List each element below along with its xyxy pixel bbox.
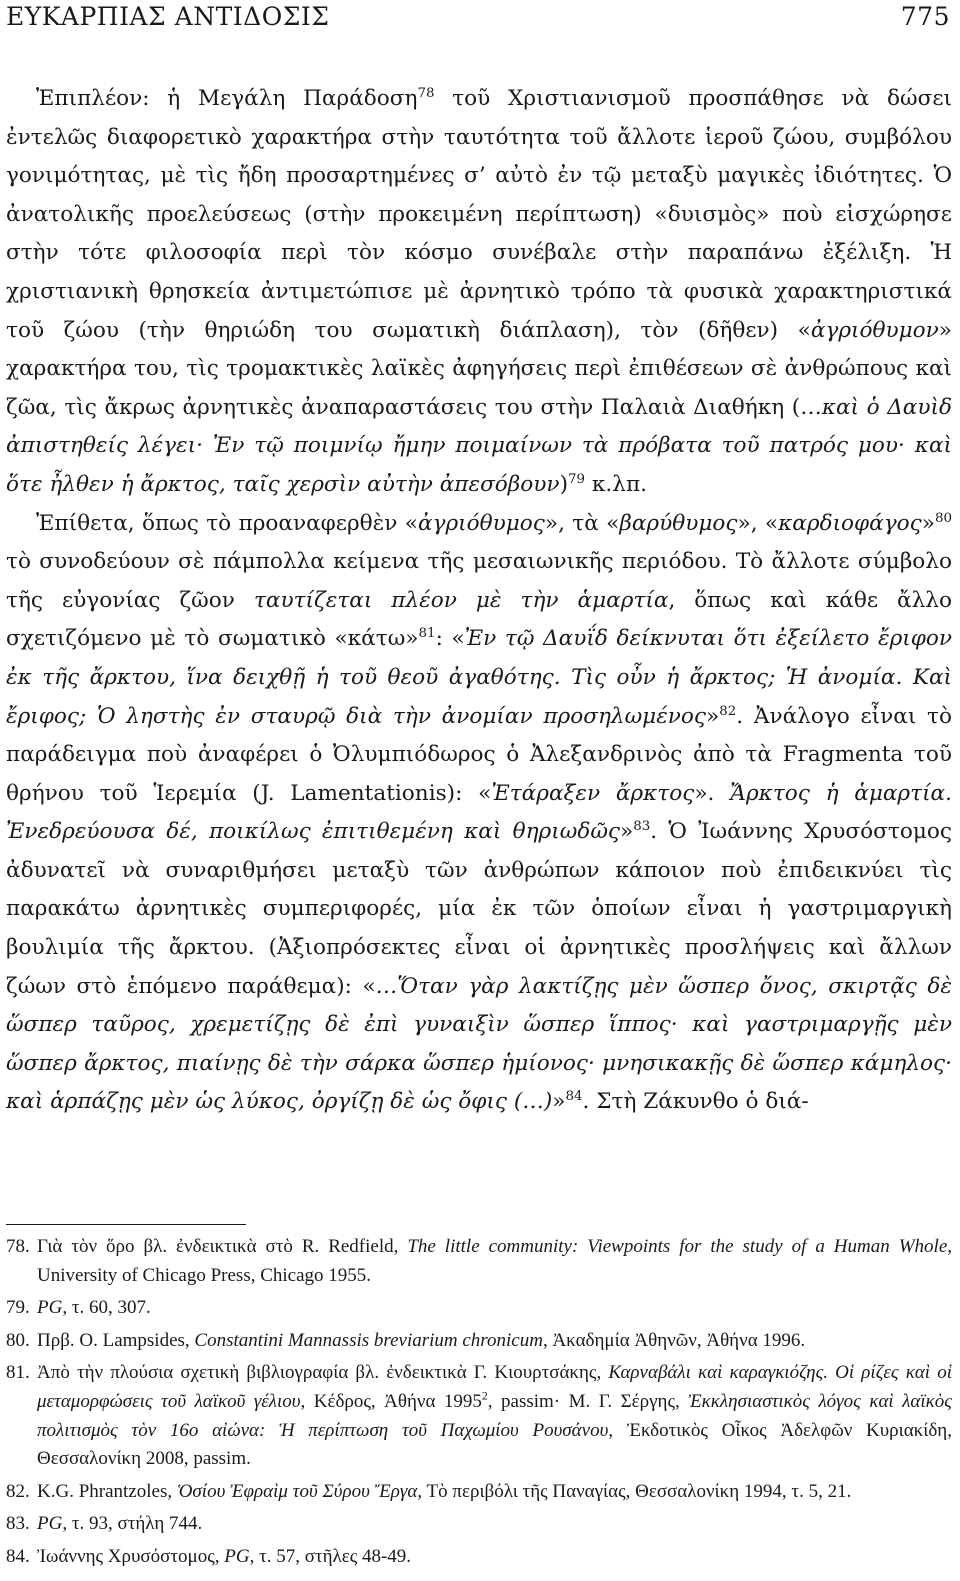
footnote-text xyxy=(37,1510,952,1539)
footnote-text xyxy=(37,1543,952,1572)
text-run: Ἀπὸ τὴν πλούσια σχετικὴ βιβλιογραφία βλ. ἐνδεικτικὰ Γ. Κιουρτσάκης, xyxy=(37,1362,609,1384)
footnote-number: 81. xyxy=(6,1362,30,1384)
footnote-ref: 80 xyxy=(934,510,952,526)
footnote-text xyxy=(37,1327,952,1356)
text-run: K.G. Phrantzoles, xyxy=(37,1480,177,1502)
footnote-number: 83. xyxy=(6,1513,30,1535)
italic-text: PG xyxy=(224,1545,250,1567)
italic-text: …καὶ ὁ Δαυὶδ ἀπιστηθείς λέγει· Ἐν τῷ ποιμνίῳ ἤμην ποιμαίνων τὰ πρόβατα τοῦ πατρός μου· καὶ ὅτε ἦλθεν ἡ ἄρκτος, ταῖς χερσὶν αὐτὴν ἀπεσόβουν xyxy=(6,394,952,497)
italic-text: ἀγριόθυμον xyxy=(810,317,939,343)
text-run: » xyxy=(552,1089,566,1115)
text-run: κ.λπ. xyxy=(585,471,647,497)
footnote xyxy=(6,1359,952,1473)
text-run: , Ἀκαδημία Ἀθηνῶν, Ἀθήνα 1996. xyxy=(542,1329,806,1351)
text-run: ) xyxy=(559,471,568,497)
text-run: . Ὁ Ἰωάννης Χρυσόστομος ἀδυνατεῖ νὰ συναριθμήσει μεταξὺ τῶν ἀνθρώπων κάποιον ποὺ ἐπιδεικνύει τὶς παρακάτω ἀρνητικὲς συμπεριφορές, μία ἐκ τῶν ὁποίων εἶναι ἡ γαστριμαργικὴ βουλιμία τῆς ἄρκτου. (Ἀξιοπρόσεκτες εἶναι οἱ ἀρνητικὲς προσλήψεις καὶ ἄλλων ζώων στὸ ἑπόμενο παράθεμα): « xyxy=(6,819,952,999)
footnote-number: 80. xyxy=(6,1329,30,1351)
text-run: , Τὸ περιβόλι τῆς Παναγίας, Θεσσαλονίκη 1994, τ. 5, 21. xyxy=(417,1480,852,1502)
text-run: », « xyxy=(737,510,779,536)
italic-text: καρδιοφάγος xyxy=(778,510,922,536)
footnote-ref: 81 xyxy=(418,626,436,642)
text-run: , University of Chicago Press, Chicago 1955. xyxy=(37,1236,952,1286)
italic-text: Ἄρκτος ἡ ἁμαρτία. Ἐνεδρεύουσα δέ, ποικίλως ἐπιτιθεμένη καὶ θηριωδῶς xyxy=(6,780,952,845)
footnote-ref: 79 xyxy=(568,471,586,487)
footnote-separator xyxy=(6,1224,246,1225)
footnote-text xyxy=(37,1359,952,1473)
text-run: , Κέδρος, Ἀθήνα 1995 xyxy=(300,1390,482,1412)
footnote-ref: 78 xyxy=(417,85,435,101)
text-run: τὸ συνοδεύουν σὲ πάμπολλα κείμενα τῆς μεσαιωνικῆς περιόδου. Τὸ ἄλλοτε σύμβολο τῆς εὐγονίας ζῶον xyxy=(6,549,952,613)
italic-text: Ἐν τῷ Δαυΐδ δείκνυται ὅτι ἐξείλετο ἔριφον ἐκ τῆς ἄρκτου, ἵνα δειχθῇ ἡ τοῦ θεοῦ ἀγαθότης. Τὶς οὖν ἡ ἄρκτος; Ἡ ἀνομία. Καὶ ἔριφος; Ὁ ληστὴς ἐν σταυρῷ διὰ τὴν ἀνομίαν προσηλωμένος xyxy=(6,626,953,729)
footnote-number: 84. xyxy=(6,1545,30,1567)
italic-text: The little community: Viewpoints for the study of a Human Whole xyxy=(407,1236,948,1257)
text-run: » χαρακτήρα του, τὶς τρομακτικὲς λαϊκὲς ἀφηγήσεις περὶ ἐπιθέσεων σὲ ἀνθρώπους καὶ ζῶα, τὶς ἄκρως ἀρνητικὲς ἀναπαραστάσεις του στὴν Παλαιὰ Διαθήκη ( xyxy=(6,317,952,420)
paragraph xyxy=(6,80,952,505)
running-head xyxy=(6,2,950,31)
text-run: » xyxy=(921,510,935,536)
footnote xyxy=(6,1543,952,1572)
main-text xyxy=(6,80,952,1122)
footnote-text xyxy=(37,1233,952,1290)
footnote-number: 79. xyxy=(6,1297,30,1319)
page-number: 775 xyxy=(900,2,950,31)
text-run: Ἰωάννης Χρυσόστομος, xyxy=(37,1545,225,1567)
text-run: » xyxy=(620,819,634,845)
footnote xyxy=(6,1478,952,1507)
footnote xyxy=(6,1510,952,1539)
footnote-ref: 82 xyxy=(719,703,737,719)
text-run: , τ. 93, στήλη 744. xyxy=(62,1513,203,1535)
italic-text: ἀγριόθυμος xyxy=(417,510,545,536)
italic-text: PG xyxy=(37,1513,63,1535)
italic-text: Ἐτάραξεν ἄρκτος xyxy=(491,780,695,806)
running-title: ΕΥΚΑΡΠΙΑΣ ΑΝΤΙΔΟΣΙΣ xyxy=(6,2,330,31)
text-run: , τ. 57, στῆλες 48-49. xyxy=(249,1545,412,1567)
italic-text: …Ὅταν γὰρ λακτίζῃς μὲν ὥσπερ ὄνος, σκιρτᾷς δὲ ὥσπερ ταῦρος, χρεμετίζῃς δὲ ἐπὶ γυναιξὶν ὥσπερ ἵππος· καὶ γαστριμαργῇς μὲν ὥσπερ ἄρκτος, πιαίνῃς δὲ τὴν σάρκα ὥσπερ ἡμίονος· μνησικακῇς δὲ ὥσπερ κάμηλος· καὶ ἁρπάζῃς μὲν ὡς λύκος, ὀργίζῃ δὲ ὡς ὄφις (…) xyxy=(6,973,952,1115)
footnote xyxy=(6,1233,952,1290)
footnote-ref: 2 xyxy=(481,1389,488,1403)
text-run: : « xyxy=(435,626,465,652)
text-run: . Στὴ Ζάκυνθο ὁ διά- xyxy=(582,1089,809,1115)
footnote xyxy=(6,1327,952,1356)
text-run: τοῦ Χριστιανισμοῦ προσπάθησε νὰ δώσει ἐντελῶς διαφορετικὸ χαρακτήρα στὴν ταυτότητα τοῦ ἄλλοτε ἱεροῦ ζώου, συμβόλου γονιμότητας, μὲ τὶς ἤδη προσαρτημένες σ’ αὐτὸ ἐν τῷ μεταξὺ μαγικὲς ἰδιότητες. Ὁ ἀνατολικῆς προελεύσεως (στὴν προκειμένη περίπτωση) «δυισμὸς» ποὺ εἰσχώρησε στὴν τότε φιλοσοφία περὶ τὸν κόσμο συνέβαλε στὴν παραπάνω ἐξέλιξη. Ἡ χριστιανικὴ θρησκεία ἀντιμετώπισε μὲ ἀρνητικὸ τρόπο τὰ φυσικὰ χαρακτηριστικά τοῦ ζώου (τὴν θηριώδη του σωματικὴ διάπλαση), τὸν (δῆθεν) « xyxy=(6,86,952,343)
paragraph xyxy=(6,505,952,1123)
italic-text: ταυτίζεται πλέον μὲ τὴν ἁμαρτία xyxy=(253,587,669,613)
italic-text: Καρναβάλι καὶ καραγκιόζης. Οἱ ρίζες καὶ οἱ μεταμορφώσεις τοῦ λαϊκοῦ γέλιου xyxy=(37,1362,952,1412)
italic-text: PG xyxy=(37,1297,63,1319)
text-run: . Ἀνάλογο εἶναι τὸ παράδειγμα ποὺ ἀναφέρει ὁ Ὀλυμπιόδωρος ὁ Ἀλεξανδρινὸς ἀπὸ τὰ Fragmenta τοῦ θρήνου τοῦ Ἱερεμία (J. Lamentationis): « xyxy=(6,703,952,806)
footnote-number: 78. xyxy=(6,1236,30,1257)
footnote xyxy=(6,1294,952,1323)
italic-text: Ὁσίου Ἐφραὶμ τοῦ Σύρου Ἔργα xyxy=(176,1480,418,1502)
footnotes xyxy=(6,1233,952,1576)
footnote-text xyxy=(37,1478,952,1507)
text-run: » xyxy=(706,703,720,729)
text-run: , ὅπως καὶ κάθε ἄλλο σχετιζόμενο μὲ τὸ σωματικὸ «κάτω» xyxy=(6,587,952,652)
text-run: Πρβ. O. Lampsides, xyxy=(37,1329,195,1351)
text-run: », τὰ « xyxy=(544,510,620,536)
italic-text: Constantini Mannassis breviarium chronicum xyxy=(194,1329,543,1351)
text-run: Ἐπίθετα, ὅπως τὸ προαναφερθὲν « xyxy=(36,510,418,536)
text-run: ». xyxy=(694,780,731,806)
text-run: Γιὰ τὸν ὅρο βλ. ἐνδεικτικὰ στὸ R. Redfield, xyxy=(37,1236,408,1257)
footnote-ref: 84 xyxy=(565,1089,583,1105)
footnote-number: 82. xyxy=(6,1480,30,1502)
italic-text: βαρύθυμος xyxy=(619,510,738,536)
footnote-text xyxy=(37,1294,952,1323)
text-run: Ἐπιπλέον: ἡ Μεγάλη Παράδοση xyxy=(36,86,418,111)
italic-text: Ἐκκλησιαστικὸς λόγος καὶ λαϊκὸς πολιτισμὸς τὸν 16ο αἰώνα: Ἡ περίπτωση τοῦ Παχωμίου Ρουσάνου xyxy=(37,1390,952,1441)
text-run: , passim· Μ. Γ. Σέργης, xyxy=(487,1390,689,1412)
text-run: , Ἐκδοτικὸς Οἶκος Ἀδελφῶν Κυριακίδη, Θεσσαλονίκη 2008, passim. xyxy=(37,1419,952,1470)
footnote-ref: 83 xyxy=(633,819,651,835)
text-run: , τ. 60, 307. xyxy=(62,1297,151,1319)
